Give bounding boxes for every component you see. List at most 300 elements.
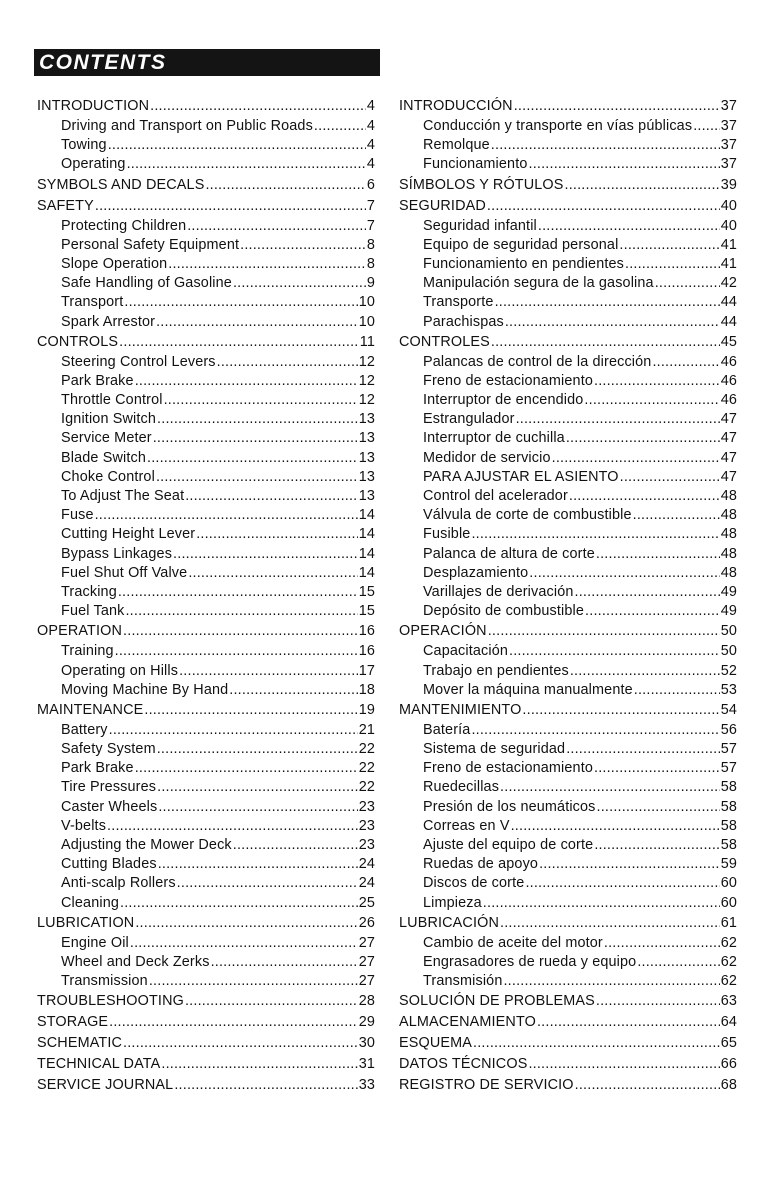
toc-subsection-entry	[37, 274, 375, 293]
toc-subsection-entry	[399, 874, 737, 893]
dot-leader	[597, 798, 720, 817]
dot-leader	[157, 740, 358, 759]
toc-entry-title: CONTROLS	[37, 333, 119, 350]
toc-entry-title: Anti-scalp Rollers	[61, 875, 176, 892]
toc-column-english	[37, 96, 375, 1096]
dot-leader	[177, 874, 358, 893]
toc-subsection-entry	[399, 681, 737, 700]
dot-leader	[107, 817, 358, 836]
dot-leader	[157, 410, 358, 429]
dot-leader	[619, 236, 719, 255]
dot-leader	[149, 972, 358, 991]
toc-entry-title: Estrangulador	[423, 411, 515, 428]
dot-leader	[187, 217, 366, 236]
toc-subsection-entry	[399, 817, 737, 836]
dot-leader	[514, 96, 720, 117]
dot-leader	[596, 991, 720, 1012]
dot-leader	[185, 487, 357, 506]
toc-entry-title: Ruedecillas	[423, 779, 500, 796]
toc-subsection-entry	[399, 468, 737, 487]
toc-subsection-entry	[37, 353, 375, 372]
toc-entry-page-number: 60	[720, 875, 737, 892]
toc-section-entry	[399, 196, 737, 217]
dot-leader	[491, 332, 720, 353]
dot-leader	[185, 991, 358, 1012]
toc-entry-page-number: 33	[358, 1077, 375, 1094]
toc-entry-title: Engrasadores de rueda y equipo	[423, 953, 637, 970]
toc-entry-page-number: 62	[720, 973, 737, 990]
toc-entry-page-number: 14	[358, 507, 375, 524]
toc-subsection-entry	[399, 410, 737, 429]
dot-leader	[135, 759, 358, 778]
toc-entry-page-number: 12	[358, 392, 375, 409]
toc-subsection-entry	[399, 353, 737, 372]
toc-column-spanish	[399, 96, 737, 1096]
toc-entry-title: Ajuste del equipo de corte	[423, 837, 594, 853]
toc-entry-title: SAFETY	[37, 197, 94, 214]
toc-entry-title: MAINTENANCE	[37, 701, 144, 718]
toc-section-entry	[37, 96, 375, 117]
toc-entry-title: Fusible	[423, 526, 471, 543]
toc-entry-page-number: 8	[366, 255, 375, 272]
toc-entry-page-number: 27	[358, 973, 375, 990]
toc-entry-title: ALMACENAMIENTO	[399, 1014, 536, 1031]
dot-leader	[164, 391, 358, 410]
toc-entry-title: OPERACIÓN	[399, 623, 487, 640]
toc-entry-title: Funcionamiento en pendientes	[423, 255, 625, 272]
toc-entry-title: Cambio de aceite del motor	[423, 934, 603, 951]
toc-entry-title: Engine Oil	[61, 934, 129, 951]
toc-entry-page-number: 15	[358, 603, 375, 620]
toc-entry-title: Válvula de corte de combustible	[423, 507, 632, 524]
toc-entry-title: Steering Control Levers	[61, 353, 216, 370]
toc-entry-page-number: 59	[720, 856, 737, 873]
toc-entry-page-number: 17	[358, 662, 375, 679]
dot-leader	[585, 602, 720, 621]
toc-entry-title: Transmisión	[423, 973, 503, 990]
toc-subsection-entry	[399, 564, 737, 583]
toc-entry-title: Transport	[61, 294, 124, 311]
dot-leader	[487, 196, 720, 217]
dot-leader	[525, 874, 719, 893]
toc-entry-page-number: 57	[720, 741, 737, 758]
toc-subsection-entry	[399, 117, 737, 136]
toc-entry-title: To Adjust The Seat	[61, 488, 185, 504]
dot-leader	[575, 1075, 720, 1096]
toc-entry-page-number: 54	[720, 701, 737, 718]
toc-entry-title: Safety System	[61, 741, 156, 758]
toc-entry-title: DATOS TÉCNICOS	[399, 1056, 528, 1073]
toc-entry-title: SCHEMATIC	[37, 1035, 123, 1052]
toc-entry-page-number: 23	[358, 837, 375, 853]
dot-leader	[174, 1075, 357, 1096]
dot-leader	[127, 155, 366, 174]
toc-entry-title: Seguridad infantil	[423, 217, 537, 234]
dot-leader	[483, 894, 720, 913]
dot-leader	[179, 662, 358, 681]
toc-entry-title: Fuel Tank	[61, 603, 125, 620]
toc-entry-page-number: 27	[358, 934, 375, 951]
toc-entry-title: Palancas de control de la dirección	[423, 353, 652, 370]
dot-leader	[123, 1033, 358, 1054]
dot-leader	[633, 506, 720, 525]
toc-entry-page-number: 26	[358, 914, 375, 931]
dot-leader	[157, 778, 358, 797]
toc-entry-page-number: 22	[358, 741, 375, 758]
toc-subsection-entry	[399, 934, 737, 953]
dot-leader	[135, 372, 358, 391]
toc-entry-title: Park Brake	[61, 760, 134, 777]
toc-entry-title: Operating	[61, 156, 126, 173]
toc-entry-page-number: 50	[720, 623, 737, 640]
dot-leader	[488, 621, 720, 642]
toc-subsection-entry	[37, 740, 375, 759]
toc-subsection-entry	[37, 391, 375, 410]
toc-entry-page-number: 47	[720, 430, 737, 447]
toc-subsection-entry	[399, 583, 737, 602]
dot-leader	[233, 836, 358, 855]
dot-leader	[158, 798, 357, 817]
dot-leader	[505, 313, 720, 332]
toc-section-entry	[37, 175, 375, 196]
toc-entry-page-number: 24	[358, 875, 375, 892]
toc-subsection-entry	[399, 721, 737, 740]
toc-entry-title: Wheel and Deck Zerks	[61, 953, 210, 970]
toc-entry-page-number: 65	[720, 1035, 737, 1052]
toc-entry-title: Desplazamiento	[423, 564, 529, 581]
toc-subsection-entry	[399, 836, 737, 855]
toc-entry-page-number: 46	[720, 353, 737, 370]
toc-entry-title: OPERATION	[37, 623, 123, 640]
toc-entry-page-number: 37	[720, 137, 737, 154]
toc-entry-title: Operating on Hills	[61, 662, 179, 679]
toc-section-entry	[37, 1075, 375, 1096]
toc-subsection-entry	[37, 721, 375, 740]
toc-entry-page-number: 9	[366, 275, 375, 292]
dot-leader	[196, 525, 357, 544]
toc-entry-title: SOLUCIÓN DE PROBLEMAS	[399, 993, 595, 1010]
toc-entry-title: Mover la máquina manualmente	[423, 681, 633, 698]
toc-entry-page-number: 4	[366, 156, 375, 173]
toc-entry-title: PARA AJUSTAR EL ASIENTO	[423, 468, 619, 485]
toc-subsection-entry	[37, 255, 375, 274]
toc-entry-title: Interruptor de encendido	[423, 392, 584, 409]
toc-entry-page-number: 6	[366, 176, 375, 193]
toc-subsection-entry	[399, 894, 737, 913]
dot-leader	[594, 759, 720, 778]
dot-leader	[565, 175, 720, 196]
toc-entry-title: Limpieza	[423, 894, 482, 911]
toc-entry-title: Funcionamiento	[423, 156, 528, 173]
toc-section-entry	[399, 621, 737, 642]
toc-subsection-entry	[399, 545, 737, 564]
toc-entry-page-number: 16	[358, 623, 375, 640]
dot-leader	[158, 855, 358, 874]
toc-section-entry	[37, 700, 375, 721]
toc-subsection-entry	[399, 313, 737, 332]
toc-subsection-entry	[399, 136, 737, 155]
toc-entry-page-number: 47	[720, 411, 737, 428]
toc-entry-page-number: 24	[358, 856, 375, 873]
toc-entry-page-number: 40	[720, 217, 737, 234]
toc-entry-title: Caster Wheels	[61, 798, 158, 815]
dot-leader	[537, 1012, 720, 1033]
toc-section-entry	[399, 1033, 737, 1054]
dot-leader	[205, 175, 365, 196]
toc-entry-title: V-belts	[61, 817, 107, 834]
dot-leader	[575, 583, 720, 602]
toc-subsection-entry	[399, 255, 737, 274]
toc-entry-title: Service Meter	[61, 430, 152, 447]
dot-leader	[495, 293, 720, 312]
toc-subsection-entry	[37, 953, 375, 972]
dot-leader	[529, 155, 720, 174]
toc-subsection-entry	[37, 429, 375, 448]
toc-subsection-entry	[37, 525, 375, 544]
dot-leader	[693, 117, 720, 136]
toc-section-entry	[399, 700, 737, 721]
toc-entry-title: Conducción y transporte en vías públicas	[423, 118, 693, 134]
toc-entry-title: Fuel Shut Off Valve	[61, 564, 188, 581]
toc-entry-page-number: 47	[720, 449, 737, 466]
toc-entry-title: Medidor de servicio	[423, 449, 551, 466]
toc-entry-page-number: 64	[720, 1014, 737, 1031]
toc-section-entry	[399, 1075, 737, 1096]
dot-leader	[652, 353, 719, 372]
dot-leader	[511, 817, 720, 836]
dot-leader	[584, 391, 719, 410]
toc-subsection-entry	[399, 429, 737, 448]
toc-entry-title: Choke Control	[61, 468, 155, 485]
toc-entry-title: Cleaning	[61, 894, 120, 911]
toc-entry-page-number: 15	[358, 583, 375, 600]
toc-subsection-entry	[399, 236, 737, 255]
dot-leader	[552, 449, 720, 468]
toc-entry-page-number: 62	[720, 934, 737, 951]
dot-leader	[156, 468, 358, 487]
toc-subsection-entry	[399, 759, 737, 778]
dot-leader	[115, 642, 358, 661]
toc-entry-title: Equipo de seguridad personal	[423, 236, 619, 253]
toc-entry-title: TROUBLESHOOTING	[37, 993, 184, 1010]
toc-subsection-entry	[37, 136, 375, 155]
dot-leader	[637, 953, 719, 972]
toc-subsection-entry	[399, 972, 737, 991]
dot-leader	[569, 487, 720, 506]
toc-entry-page-number: 14	[358, 526, 375, 543]
toc-entry-title: Blade Switch	[61, 449, 146, 466]
toc-entry-page-number: 37	[720, 98, 737, 114]
toc-entry-page-number: 4	[366, 137, 375, 154]
dot-leader	[150, 96, 366, 117]
toc-entry-page-number: 61	[720, 914, 737, 931]
toc-entry-title: Cutting Blades	[61, 856, 157, 873]
toc-entry-title: TECHNICAL DATA	[37, 1056, 161, 1073]
toc-section-entry	[37, 1012, 375, 1033]
toc-entry-page-number: 4	[366, 118, 375, 134]
toc-subsection-entry	[399, 855, 737, 874]
toc-entry-title: Personal Safety Equipment	[61, 236, 240, 253]
toc-entry-title: Spark Arrestor	[61, 313, 156, 330]
toc-section-entry	[399, 332, 737, 353]
dot-leader	[570, 662, 720, 681]
dot-leader	[566, 740, 719, 759]
toc-subsection-entry	[399, 506, 737, 525]
toc-entry-page-number: 14	[358, 545, 375, 562]
dot-leader	[634, 681, 720, 700]
dot-leader	[123, 621, 358, 642]
toc-entry-page-number: 58	[720, 798, 737, 815]
toc-section-entry	[37, 621, 375, 642]
toc-entry-title: Slope Operation	[61, 255, 168, 272]
toc-entry-title: Adjusting the Mower Deck	[61, 837, 232, 853]
toc-subsection-entry	[399, 602, 737, 621]
dot-leader	[119, 332, 359, 353]
toc-entry-page-number: 13	[358, 449, 375, 466]
toc-entry-title: INTRODUCCIÓN	[399, 98, 513, 114]
dot-leader	[188, 564, 357, 583]
toc-entry-page-number: 18	[358, 681, 375, 698]
toc-subsection-entry	[37, 372, 375, 391]
dot-leader	[173, 545, 358, 564]
dot-leader	[125, 602, 357, 621]
toc-subsection-entry	[399, 372, 737, 391]
toc-section-entry	[399, 175, 737, 196]
toc-subsection-entry	[37, 798, 375, 817]
toc-entry-title: Towing	[61, 137, 107, 154]
toc-entry-page-number: 12	[358, 353, 375, 370]
toc-subsection-entry	[37, 778, 375, 797]
toc-entry-page-number: 23	[358, 817, 375, 834]
toc-entry-page-number: 56	[720, 721, 737, 738]
toc-entry-title: Batería	[423, 721, 471, 738]
dot-leader	[566, 429, 720, 448]
toc-subsection-entry	[37, 934, 375, 953]
toc-subsection-entry	[399, 525, 737, 544]
toc-entry-title: Ignition Switch	[61, 411, 157, 428]
toc-section-entry	[37, 1033, 375, 1054]
toc-section-entry	[37, 196, 375, 217]
dot-leader	[109, 721, 358, 740]
toc-entry-page-number: 50	[720, 643, 737, 660]
toc-entry-page-number: 63	[720, 993, 737, 1010]
toc-subsection-entry	[37, 972, 375, 991]
toc-subsection-entry	[37, 602, 375, 621]
toc-entry-page-number: 48	[720, 564, 737, 581]
toc-entry-title: LUBRICACIÓN	[399, 914, 500, 931]
dot-leader	[620, 468, 720, 487]
toc-subsection-entry	[37, 874, 375, 893]
toc-subsection-entry	[37, 817, 375, 836]
toc-entry-title: Manipulación segura de la gasolina	[423, 275, 654, 292]
toc-subsection-entry	[37, 155, 375, 174]
dot-leader	[229, 681, 357, 700]
toc-subsection-entry	[37, 662, 375, 681]
toc-subsection-entry	[399, 274, 737, 293]
toc-entry-page-number: 10	[358, 294, 375, 311]
dot-leader	[147, 449, 358, 468]
toc-entry-page-number: 41	[720, 255, 737, 272]
toc-entry-page-number: 40	[720, 197, 737, 214]
toc-entry-title: STORAGE	[37, 1014, 109, 1031]
dot-leader	[509, 642, 720, 661]
dot-leader	[538, 217, 720, 236]
toc-section-entry	[37, 913, 375, 934]
dot-leader	[161, 1054, 357, 1075]
toc-subsection-entry	[37, 545, 375, 564]
dot-leader	[516, 410, 720, 429]
toc-entry-page-number: 47	[720, 468, 737, 485]
toc-entry-title: Ruedas de apoyo	[423, 856, 539, 873]
toc-entry-page-number: 37	[720, 156, 737, 173]
dot-leader	[95, 196, 366, 217]
dot-leader	[156, 313, 358, 332]
toc-entry-page-number: 41	[720, 236, 737, 253]
toc-entry-title: Transporte	[423, 294, 494, 311]
toc-entry-page-number: 44	[720, 313, 737, 330]
toc-entry-title: Fuse	[61, 507, 94, 524]
dot-leader	[471, 721, 719, 740]
dot-leader	[594, 836, 719, 855]
toc-entry-title: Palanca de altura de corte	[423, 545, 595, 562]
toc-subsection-entry	[37, 583, 375, 602]
toc-entry-title: Parachispas	[423, 313, 504, 330]
toc-entry-page-number: 13	[358, 430, 375, 447]
toc-subsection-entry	[37, 836, 375, 855]
toc-entry-page-number: 12	[358, 372, 375, 389]
toc-subsection-entry	[399, 740, 737, 759]
toc-entry-title: Correas en V	[423, 817, 510, 834]
toc-subsection-entry	[37, 759, 375, 778]
toc-entry-page-number: 13	[358, 488, 375, 504]
toc-entry-page-number: 48	[720, 545, 737, 562]
toc-section-entry	[399, 96, 737, 117]
toc-entry-page-number: 46	[720, 372, 737, 389]
dot-leader	[491, 136, 720, 155]
toc-subsection-entry	[37, 894, 375, 913]
contents-heading: CONTENTS	[34, 49, 380, 76]
toc-entry-page-number: 60	[720, 894, 737, 911]
toc-entry-title: Depósito de combustible	[423, 603, 585, 620]
toc-entry-title: Park Brake	[61, 372, 134, 389]
dot-leader	[109, 1012, 358, 1033]
toc-entry-title: Tracking	[61, 583, 117, 600]
dot-leader	[500, 913, 720, 934]
toc-entry-title: Freno de estacionamiento	[423, 760, 593, 777]
toc-entry-title: REGISTRO DE SERVICIO	[399, 1077, 574, 1094]
toc-entry-title: SYMBOLS AND DECALS	[37, 176, 205, 193]
toc-entry-page-number: 22	[358, 779, 375, 796]
toc-subsection-entry	[37, 468, 375, 487]
toc-entry-title: MANTENIMIENTO	[399, 701, 522, 718]
toc-section-entry	[37, 332, 375, 353]
dot-leader	[233, 274, 366, 293]
dot-leader	[135, 913, 357, 934]
toc-entry-page-number: 7	[366, 217, 375, 234]
toc-subsection-entry	[37, 293, 375, 312]
toc-entry-title: Tire Pressures	[61, 779, 157, 796]
dot-leader	[144, 700, 357, 721]
toc-entry-title: Training	[61, 643, 114, 660]
dot-leader	[211, 953, 358, 972]
toc-entry-title: SEGURIDAD	[399, 197, 486, 214]
toc-entry-page-number: 14	[358, 564, 375, 581]
toc-entry-title: Varillajes de derivación	[423, 583, 574, 600]
toc-subsection-entry	[37, 506, 375, 525]
toc-section-entry	[37, 1054, 375, 1075]
toc-entry-title: Throttle Control	[61, 392, 163, 409]
toc-subsection-entry	[399, 487, 737, 506]
